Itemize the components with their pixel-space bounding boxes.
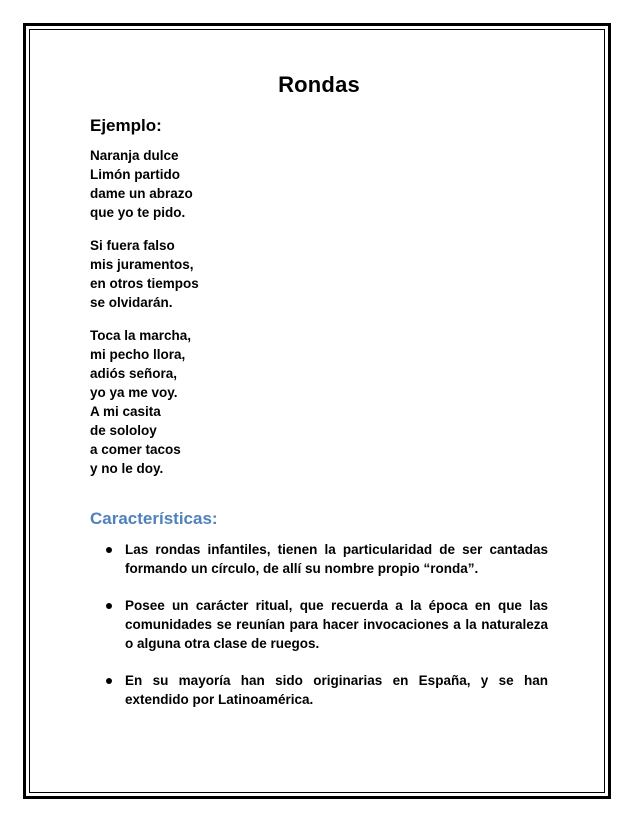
list-item-text: Las rondas infantiles, tienen la particularidad de ser cantadas formando un círculo, de allí su nombre propio “ronda”. xyxy=(125,542,548,576)
list-item xyxy=(90,596,548,653)
list-item-text: En su mayoría han sido originarias en España, y se han extendido por Latinoamérica. xyxy=(125,673,548,707)
list-item xyxy=(90,540,548,578)
verse-line: mis juramentos, xyxy=(90,257,194,272)
list-item-text: Posee un carácter ritual, que recuerda a la época en que las comunidades se reunían para hacer invocaciones a la naturaleza o alguna otra clase de ruegos. xyxy=(125,598,548,651)
verse-line: yo ya me voy. xyxy=(90,385,178,400)
verse-line: que yo te pido. xyxy=(90,205,186,220)
verse-line: se olvidarán. xyxy=(90,295,173,310)
verse-line: Toca la marcha, xyxy=(90,328,192,343)
bullet-dot-icon xyxy=(106,678,112,684)
verse-line: dame un abrazo xyxy=(90,186,193,201)
verse-line: de sololoy xyxy=(90,423,157,438)
bullet-dot-icon xyxy=(106,547,112,553)
verse-line: Naranja dulce xyxy=(90,148,179,163)
characteristics-heading: Características: xyxy=(90,509,218,528)
verse-line: adiós señora, xyxy=(90,366,178,381)
stanza-2 xyxy=(90,236,199,312)
stanza-1 xyxy=(90,146,193,222)
verse-line: A mi casita xyxy=(90,404,161,419)
verse-line: mi pecho llora, xyxy=(90,347,186,362)
verse-line: y no le doy. xyxy=(90,461,164,476)
example-heading: Ejemplo: xyxy=(90,116,162,135)
verse-line: Limón partido xyxy=(90,167,180,182)
bullet-dot-icon xyxy=(106,603,112,609)
verse-line: a comer tacos xyxy=(90,442,181,457)
list-item xyxy=(90,671,548,709)
verse-line: en otros tiempos xyxy=(90,276,199,291)
page-title: Rondas xyxy=(278,72,360,97)
characteristics-list xyxy=(90,540,548,727)
stanza-3 xyxy=(90,326,191,478)
verse-line: Si fuera falso xyxy=(90,238,175,253)
